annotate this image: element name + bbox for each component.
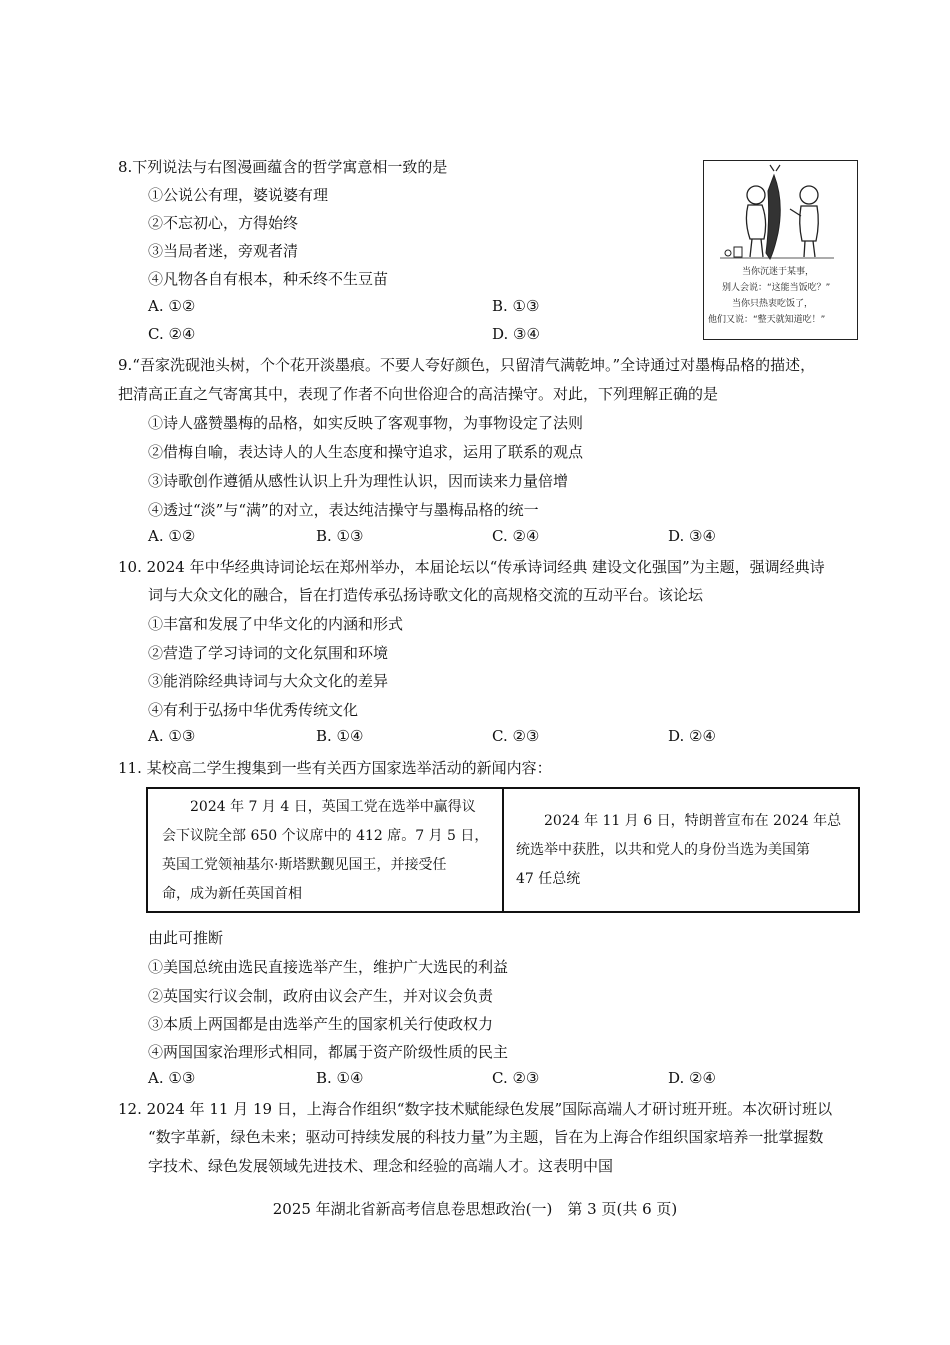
cartoon-image bbox=[703, 160, 858, 340]
q8-stem: 8.下列说法与右图漫画蕴含的哲学寓意相一致的是 bbox=[118, 158, 448, 176]
q8-statement-3: ③当局者迷，旁观者清 bbox=[148, 242, 299, 260]
news-right-line-1: 2024 年 11 月 6 日，特朗普宣布在 2024 年总 bbox=[516, 813, 842, 829]
q8-statement-4: ④凡物各自有根本，种禾终不生豆苗 bbox=[148, 270, 389, 288]
q10-stem-line-1: 10. 2024 年中华经典诗词论坛在郑州举办，本届论坛以“传承诗词经典 建设文化强国”为主题，强调经典诗 bbox=[118, 558, 825, 576]
q10-option-a: A. ①③ bbox=[148, 727, 196, 745]
q11-option-b: B. ①④ bbox=[316, 1069, 364, 1087]
q9-option-c: C. ②④ bbox=[492, 527, 540, 545]
news-right-line-3: 47 任总统 bbox=[516, 871, 581, 887]
q11-option-d: D. ②④ bbox=[668, 1069, 716, 1087]
news-table-divider bbox=[502, 789, 504, 911]
news-table bbox=[146, 787, 860, 913]
q10-statement-3: ③能消除经典诗词与大众文化的差异 bbox=[148, 672, 389, 690]
news-left-line-3: 英国工党领袖基尔·斯塔默觐见国王，并接受任 bbox=[162, 857, 447, 873]
q8-option-d: D. ③④ bbox=[492, 325, 540, 343]
news-left-line-2: 会下议院全部 650 个议席中的 412 席。7 月 5 日， bbox=[162, 828, 489, 844]
news-right-line-2: 统选举中获胜，以共和党人的身份当选为美国第 bbox=[516, 842, 810, 858]
q10-option-b: B. ①④ bbox=[316, 727, 364, 745]
q12-stem-line-3: 字技术、绿色发展领域先进技术、理念和经验的高端人才。这表明中国 bbox=[148, 1157, 614, 1175]
q8-statement-2: ②不忘初心，方得始终 bbox=[148, 214, 299, 232]
q9-stem-line-2: 把清高正直之气寄寓其中，表现了作者不向世俗迎合的高洁操守。对此，下列理解正确的是 bbox=[118, 385, 719, 403]
q10-stem-line-2: 词与大众文化的融合，旨在打造传承弘扬诗歌文化的高规格交流的互动平台。该论坛 bbox=[148, 586, 704, 604]
q9-statement-4: ④透过“淡”与“满”的对立，表达纯洁操守与墨梅品格的统一 bbox=[148, 501, 539, 519]
q8-option-a: A. ①② bbox=[148, 297, 196, 315]
q11-lead: 由此可推断 bbox=[148, 929, 224, 947]
cartoon-caption-1: 当你沉迷于某事， bbox=[742, 267, 815, 277]
q9-option-b: B. ①③ bbox=[316, 527, 364, 545]
q8-option-b: B. ①③ bbox=[492, 297, 540, 315]
q9-statement-1: ①诗人盛赞墨梅的品格，如实反映了客观事物，为事物设定了法则 bbox=[148, 414, 584, 432]
q8-option-c: C. ②④ bbox=[148, 325, 196, 343]
q9-option-d: D. ③④ bbox=[668, 527, 716, 545]
q9-statement-3: ③诗歌创作遵循从感性认识上升为理性认识，因而读来力量倍增 bbox=[148, 472, 569, 490]
q12-stem-line-2: “数字革新，绿色未来；驱动可持续发展的科技力量”为主题，旨在为上海合作组织国家培养一批掌握数 bbox=[148, 1128, 824, 1146]
cartoon-caption-3: 当你只热衷吃饭了， bbox=[732, 299, 814, 309]
q11-option-a: A. ①③ bbox=[148, 1069, 196, 1087]
q9-stem-line-1: 9.“吾家洗砚池头树，个个花开淡墨痕。不要人夸好颜色，只留清气满乾坤。”全诗通过对墨梅品格的描述， bbox=[118, 356, 816, 374]
q10-statement-4: ④有利于弘扬中华优秀传统文化 bbox=[148, 701, 359, 719]
q11-statement-3: ③本质上两国都是由选举产生的国家机关行使政权力 bbox=[148, 1015, 494, 1033]
q10-statement-1: ①丰富和发展了中华文化的内涵和形式 bbox=[148, 615, 404, 633]
q9-option-a: A. ①② bbox=[148, 527, 196, 545]
q11-stem: 11. 某校高二学生搜集到一些有关西方国家选举活动的新闻内容： bbox=[118, 759, 552, 777]
q11-option-c: C. ②③ bbox=[492, 1069, 540, 1087]
q11-statement-2: ②英国实行议会制，政府由议会产生，并对议会负责 bbox=[148, 987, 494, 1005]
q9-statement-2: ②借梅自喻，表达诗人的人生态度和操守追求，运用了联系的观点 bbox=[148, 443, 584, 461]
news-left-line-1: 2024 年 7 月 4 日，英国工党在选举中赢得议 bbox=[162, 799, 476, 815]
q10-option-c: C. ②③ bbox=[492, 727, 540, 745]
page-footer: 2025 年湖北省新高考信息卷思想政治(一) 第 3 页(共 6 页) bbox=[272, 1200, 678, 1218]
news-left-line-4: 命，成为新任英国首相 bbox=[162, 886, 302, 902]
q10-statement-2: ②营造了学习诗词的文化氛围和环境 bbox=[148, 644, 389, 662]
cartoon-caption-4: 他们又说：“整天就知道吃！” bbox=[708, 315, 826, 325]
q11-statement-1: ①美国总统由选民直接选举产生，维护广大选民的利益 bbox=[148, 958, 509, 976]
q8-statement-1: ①公说公有理，婆说婆有理 bbox=[148, 186, 329, 204]
q10-option-d: D. ②④ bbox=[668, 727, 716, 745]
q12-stem-line-1: 12. 2024 年 11 月 19 日，上海合作组织“数字技术赋能绿色发展”国际高端人才研讨班开班。本次研讨班以 bbox=[118, 1100, 833, 1118]
q11-statement-4: ④两国国家治理形式相同，都属于资产阶级性质的民主 bbox=[148, 1043, 509, 1061]
cartoon-caption-2: 别人会说：“这能当饭吃？” bbox=[722, 283, 831, 293]
